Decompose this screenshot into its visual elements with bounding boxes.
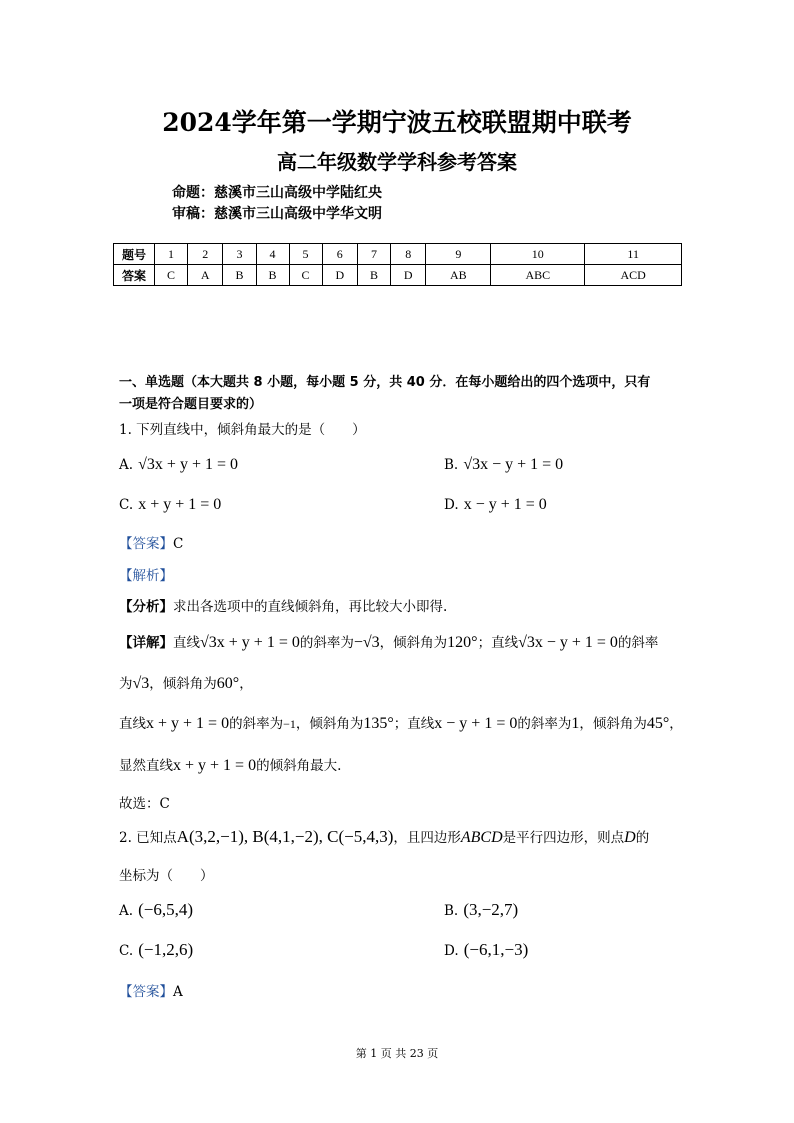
answer-value: C: [173, 536, 184, 552]
q2-option-a: [119, 900, 193, 920]
option-formula: (3,−2,7): [463, 900, 519, 919]
table-cell: B: [223, 265, 256, 286]
text: 2. 已知点: [119, 830, 177, 846]
formula: √3: [132, 675, 150, 692]
formula: 135°: [363, 715, 394, 732]
option-formula: (−6,5,4): [138, 900, 194, 919]
text: 显然直线: [119, 758, 173, 774]
q1-detail-line-1: [119, 631, 658, 652]
author-line: 命题：慈溪市三山高级中学陆红央: [172, 185, 382, 201]
formula: 1: [571, 715, 580, 732]
option-label: A.: [119, 457, 134, 473]
formula: 45°: [646, 715, 670, 732]
text: ，倾斜角为: [149, 676, 217, 692]
table-cell: 2: [188, 244, 223, 265]
q2-option-d: [444, 940, 528, 960]
table-cell: D: [391, 265, 426, 286]
text: ；直线: [477, 635, 519, 651]
q2-stem-cont: 坐标为（ ）: [119, 868, 214, 884]
text: 是平行四边形，则点: [502, 830, 625, 846]
text: ，: [239, 676, 253, 692]
answer-row: [114, 265, 682, 286]
option-label: A.: [119, 903, 134, 919]
table-cell: C: [289, 265, 322, 286]
text: ，且四边形: [393, 830, 461, 846]
formula: A(3,2,−1), B(4,1,−2), C(−5,4,3): [176, 827, 394, 846]
table-cell: 9: [426, 244, 491, 265]
reviewer-line: 审稿：慈溪市三山高级中学华文明: [172, 206, 382, 222]
formula: √3x − y + 1 = 0: [518, 634, 618, 651]
option-formula: x + y + 1 = 0: [138, 496, 222, 513]
option-formula: √3x − y + 1 = 0: [463, 456, 564, 473]
q1-stem: 1. 下列直线中，倾斜角最大的是（ ）: [119, 422, 366, 438]
formula: 120°: [447, 634, 478, 651]
text: 为: [119, 676, 133, 692]
text: ，倾斜角为: [579, 716, 647, 732]
table-cell: ABC: [491, 265, 585, 286]
page-subtitle: 高二年级数学学科参考答案: [277, 150, 517, 174]
page-footer: 第 1 页 共 23 页: [355, 1047, 439, 1060]
fenxi-tag: 【分析】: [119, 599, 173, 615]
text: 的斜率为: [517, 716, 572, 732]
formula: ABCD: [460, 829, 503, 846]
q1-answer: [119, 532, 183, 552]
question-number-row: [114, 244, 682, 265]
q1-detail-line-2: [119, 672, 253, 693]
option-label: B.: [444, 903, 459, 919]
q1-detail-line-4: [119, 754, 341, 775]
text: 的斜率: [617, 635, 659, 651]
q2-answer: [119, 980, 183, 1000]
table-cell: B: [256, 265, 289, 286]
fenxi-text: 求出各选项中的直线倾斜角，再比较大小即得.: [173, 599, 448, 615]
table-cell: 8: [391, 244, 426, 265]
table-cell: 7: [358, 244, 391, 265]
analysis-tag: 【解析】: [119, 568, 173, 584]
text: ，倾斜角为: [295, 716, 364, 732]
text: 的斜率为: [299, 635, 354, 651]
option-label: C.: [119, 497, 134, 513]
text: 的倾斜角最大.: [256, 758, 342, 774]
q1-option-c: [119, 494, 221, 514]
text: 直线: [173, 635, 200, 651]
q1-detail-line-3: [119, 712, 683, 733]
formula: √3x + y + 1 = 0: [200, 634, 300, 651]
answer-tag: 【答案】: [119, 536, 173, 552]
q1-option-b: [444, 454, 563, 474]
q1-option-a: [119, 454, 238, 474]
text: 的斜率为: [229, 716, 284, 732]
section-heading-cont: 一项是符合题目要求的）: [119, 397, 263, 412]
table-cell: 1: [155, 244, 188, 265]
option-label: C.: [119, 943, 134, 959]
text: ，: [669, 716, 683, 732]
option-formula: (−1,2,6): [138, 940, 194, 959]
table-cell: 4: [256, 244, 289, 265]
formula: x + y + 1 = 0: [173, 757, 257, 774]
section-heading: 一、单选题（本大题共 8 小题，每小题 5 分，共 40 分．在每小题给出的四个选项中，只有: [119, 375, 651, 390]
text: ，倾斜角为: [379, 635, 448, 651]
q2-stem: [119, 826, 649, 847]
table-cell: B: [358, 265, 391, 286]
q1-option-d: [444, 494, 547, 514]
table-cell: A: [188, 265, 223, 286]
table-cell: 5: [289, 244, 322, 265]
formula: −1: [283, 717, 296, 731]
formula: 60°: [216, 675, 240, 692]
row-label: 答案: [114, 265, 155, 286]
table-cell: C: [155, 265, 188, 286]
formula: −√3: [353, 634, 380, 651]
option-formula: √3x + y + 1 = 0: [138, 456, 238, 473]
q1-conclusion: 故选：C: [119, 796, 170, 812]
table-cell: 11: [585, 244, 682, 265]
q2-option-b: [444, 900, 518, 920]
formula: x − y + 1 = 0: [434, 715, 518, 732]
table-cell: 3: [223, 244, 256, 265]
option-label: D.: [444, 943, 459, 959]
table-cell: AB: [426, 265, 491, 286]
row-label: 题号: [114, 244, 155, 265]
answer-value: A: [173, 984, 183, 1000]
q2-option-c: [119, 940, 193, 960]
option-label: B.: [444, 457, 459, 473]
detail-tag: 【详解】: [119, 635, 173, 651]
table-cell: 6: [322, 244, 357, 265]
table-cell: D: [322, 265, 357, 286]
option-formula: (−6,1,−3): [463, 940, 529, 959]
text: ；直线: [393, 716, 435, 732]
text: 的: [635, 830, 650, 846]
table-cell: 10: [491, 244, 585, 265]
q1-fenxi: [119, 595, 447, 615]
table-cell: ACD: [585, 265, 682, 286]
formula: D: [624, 829, 636, 846]
text: 直线: [119, 716, 146, 732]
page-title: 2024学年第一学期宁波五校联盟期中联考: [162, 108, 632, 137]
formula: x + y + 1 = 0: [146, 715, 230, 732]
option-formula: x − y + 1 = 0: [463, 496, 547, 513]
answer-table: [113, 243, 682, 286]
option-label: D.: [444, 497, 459, 513]
answer-tag: 【答案】: [119, 984, 173, 1000]
